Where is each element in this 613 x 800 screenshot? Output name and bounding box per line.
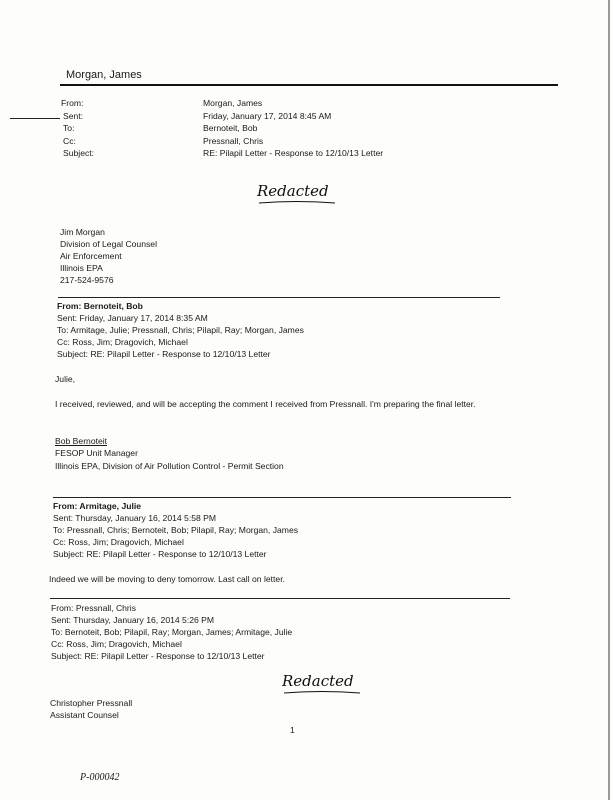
msg2-sent: Sent: Friday, January 17, 2014 8:35 AM	[57, 313, 208, 323]
header-rule	[60, 84, 558, 86]
subject-label: Subject:	[63, 148, 95, 158]
to-value: Bernoteit, Bob	[203, 123, 258, 133]
msg2-subject: Subject: RE: Pilapil Letter - Response to 12/10/13 Letter	[57, 349, 271, 359]
bates-number: P-000042	[80, 772, 120, 783]
sent-label: Sent:	[63, 111, 84, 121]
msg3-from: From: Armitage, Julie	[53, 501, 142, 511]
msg3-subject: Subject: RE: Pilapil Letter - Response to 12/10/13 Letter	[53, 549, 267, 559]
msg2-cc: Cc: Ross, Jim; Dragovich, Michael	[57, 337, 188, 347]
sig-jim-division: Division of Legal Counsel	[60, 239, 157, 249]
msg3-to: To: Pressnall, Chris; Bernoteit, Bob; Pilapil, Ray; Morgan, James	[53, 525, 299, 535]
redacted-stamp-2: Redacted	[282, 672, 362, 696]
msg4-rule	[50, 598, 510, 599]
cc-value: Pressnall, Chris	[203, 136, 264, 146]
msg3-body: Indeed we will be moving to deny tomorrow. Last call on letter.	[49, 574, 285, 584]
msg4-to: To: Bernoteit, Bob; Pilapil, Ray; Morgan, James; Armitage, Julie	[51, 627, 293, 637]
msg4-sig-title: Assistant Counsel	[50, 710, 119, 720]
msg3-sent: Sent: Thursday, January 16, 2014 5:58 PM	[53, 513, 217, 523]
msg2-from: From: Bernoteit, Bob	[57, 301, 143, 311]
msg4-from: From: Pressnall, Chris	[51, 603, 136, 613]
msg2-greeting: Julie,	[55, 374, 76, 384]
to-label: To:	[63, 123, 75, 133]
msg3-cc: Cc: Ross, Jim; Dragovich, Michael	[53, 537, 184, 547]
sig-jim-name: Jim Morgan	[60, 227, 105, 237]
msg4-cc: Cc: Ross, Jim; Dragovich, Michael	[51, 639, 182, 649]
msg2-to: To: Armitage, Julie; Pressnall, Chris; Pilapil, Ray; Morgan, James	[57, 325, 304, 335]
from-value: Morgan, James	[203, 98, 263, 108]
msg3-rule	[53, 497, 511, 498]
msg2-body: I received, reviewed, and will be accepting the comment I received from Pressnall. I'm preparing the final letter.	[55, 399, 476, 409]
sig-jim-agency: Illinois EPA	[60, 263, 103, 273]
from-label: From:	[61, 98, 84, 108]
redacted-underline-icon	[282, 690, 362, 696]
redacted-stamp: Redacted	[257, 182, 337, 206]
sig-jim-section: Air Enforcement	[60, 251, 122, 261]
sent-value: Friday, January 17, 2014 8:45 AM	[203, 111, 332, 121]
msg4-subject: Subject: RE: Pilapil Letter - Response to 12/10/13 Letter	[51, 651, 265, 661]
sig-jim-phone: 217-524-9576	[60, 275, 114, 285]
redacted-underline-icon	[257, 200, 337, 206]
msg2-sig-agency: Illinois EPA, Division of Air Pollution Control - Permit Section	[55, 461, 284, 471]
msg4-sent: Sent: Thursday, January 16, 2014 5:26 PM	[51, 615, 215, 625]
msg4-sig-name: Christopher Pressnall	[50, 698, 133, 708]
page-number: 1	[290, 725, 295, 735]
subject-value: RE: Pilapil Letter - Response to 12/10/13 Letter	[203, 148, 384, 158]
margin-dash	[10, 118, 60, 119]
scan-edge-mark	[608, 0, 610, 800]
cc-label: Cc:	[63, 136, 76, 146]
msg2-rule	[58, 297, 500, 298]
msg2-sig-title: FESOP Unit Manager	[55, 448, 138, 458]
account-name: Morgan, James	[66, 69, 142, 81]
msg2-sig-name: Bob Bernoteit	[55, 436, 108, 446]
